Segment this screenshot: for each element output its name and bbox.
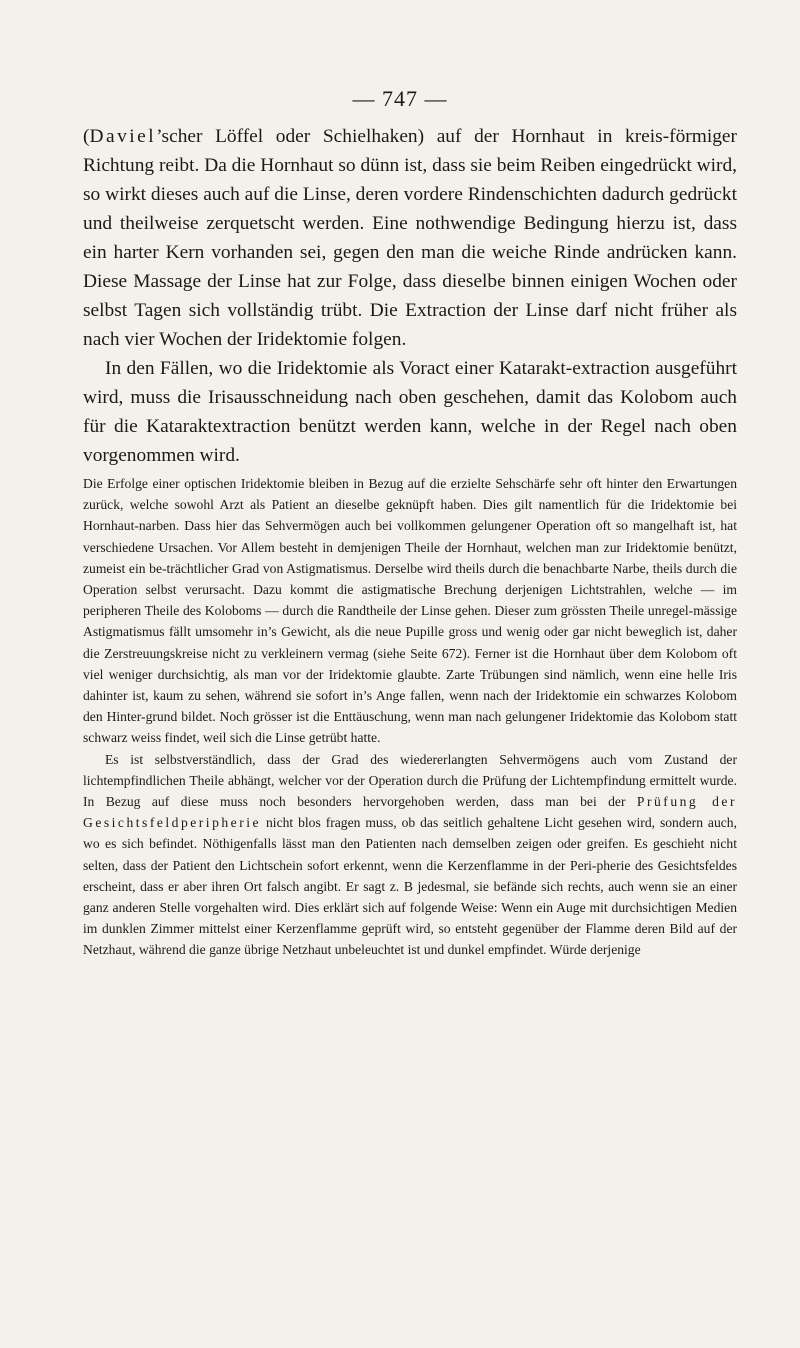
paragraph-large-2 [83,354,737,470]
text-run: Es ist selbstverständlich, dass der Grad des wiedererlangten Sehvermögens auch vom Zustand der lichtempfindlichen Theile abhängt, welcher vor der Operation durch die Prüfung der Lichtempfindung ermittelt wurde. In Bezug auf diese muss noch besonders hervorgehoben werden, dass man bei der [83,751,737,810]
page-body [83,122,737,961]
paragraph-large-1 [83,122,737,354]
text-run: In den Fällen, wo die Iridektomie als Voract einer Katarakt-extraction ausgeführt wird, muss die Irisausschneidung nach oben geschehen, damit das Kolobom auch für die Kataraktextraction benützt werden kann, welche in der Regel nach oben vorgenommen wird. [83,358,737,466]
paragraph-small-1 [83,473,737,749]
emphasized-name: Daviel [89,126,157,147]
text-run: nicht blos fragen muss, ob das seitlich gehaltene Licht gesehen wird, sondern auch, wo es sich befindet. Nöthigenfalls lässt man den Patienten nach demselben zeigen oder greifen. Es geschieht nicht selten, dass der Patient den Lichtschein sofort erkennt, wenn die Kerzenflamme in der Peri-pherie des Gesichtsfeldes erscheint, dass er aber ihren Ort falsch angibt. Er sagt z. B jedesmal, sie befände sich rechts, auch wenn sie an einer ganz anderen Stelle vorgehalten wird. Dies erklärt sich auf folgende Weise: Wenn ein Auge mit durchsichtigen Medien im dunklen Zimmer mittelst einer Kerzenflamme geprüft wird, so entsteht gegenüber der Flamme deren Bild auf der Netzhaut, während die ganze übrige Netzhaut unbeleuchtet ist und dunkel empfindet. Würde derjenige [83,815,737,958]
text-run: ’scher Löffel oder Schielhaken) auf der Hornhaut in kreis-förmiger Richtung reibt. Da die Hornhaut so dünn ist, dass sie beim Reiben eingedrückt wird, so wirkt dieses auch auf die Linse, deren vordere Rindenschichten dadurch gedrückt und theilweise zerquetscht werden. Eine nothwendige Bedingung hierzu ist, dass ein harter Kern vorhanden sei, gegen den man die weiche Rinde andrücken kann. Diese Massage der Linse hat zur Folge, dass dieselbe binnen einigen Wochen oder selbst Tagen sich vollständig trübt. Die Extraction der Linse darf nicht früher als nach vier Wochen der Iridektomie folgen. [83,126,737,350]
page-number: — 747 — [352,86,448,111]
emphasized-term: Prüfung der Gesichtsfeldperipherie [83,794,737,831]
paragraph-small-2 [83,749,737,961]
main-text-block [83,122,737,470]
small-print-block [83,473,737,961]
text-run: Die Erfolge einer optischen Iridektomie bleiben in Bezug auf die erzielte Sehschärfe sehr oft hinter den Erwartungen zurück, welche sowohl Arzt als Patient an dieselbe geknüpft haben. Dies gilt namentlich für die Iridektomie bei Hornhaut-narben. Dass hier das Sehvermögen auch bei vollkommen gelungener Operation oft so mangelhaft ist, hat verschiedene Ursachen. Vor Allem besteht in demjenigen Theile der Hornhaut, welchen man zur Iridektomie benützt, zumeist ein be-trächtlicher Grad von Astigmatismus. Derselbe wird theils durch die benachbarte Narbe, theils durch die Operation selbst verursacht. Dazu kommt die astigmatische Brechung derjenigen Lichtstrahlen, welche — im peripheren Theile des Koloboms — durch die Randtheile der Linse gehen. Dieser zum grössten Theile unregel-mässige Astigmatismus fällt umsomehr in’s Gewicht, als die neue Pupille gross und wenig oder gar nicht beweglich ist, daher die Zerstreuungskreise nicht zu verkleinern vermag (siehe Seite 672). Ferner ist die Hornhaut über dem Kolobom oft viel weniger durchsichtig, als man vor der Iridektomie glaubte. Zarte Trübungen sind nämlich, wenn eine helle Iris dahinter ist, kaum zu sehen, während sie sofort in’s Ange fallen, wenn nach der Iridektomie ein schwarzes Kolobom den Hinter-grund bildet. Noch grösser ist die Enttäuschung, wenn man nach gelungener Iridektomie das Kolobom statt schwarz weiss findet, weil sich die Linse getrübt hatte. [83,476,737,746]
text-run: ( [83,126,90,147]
